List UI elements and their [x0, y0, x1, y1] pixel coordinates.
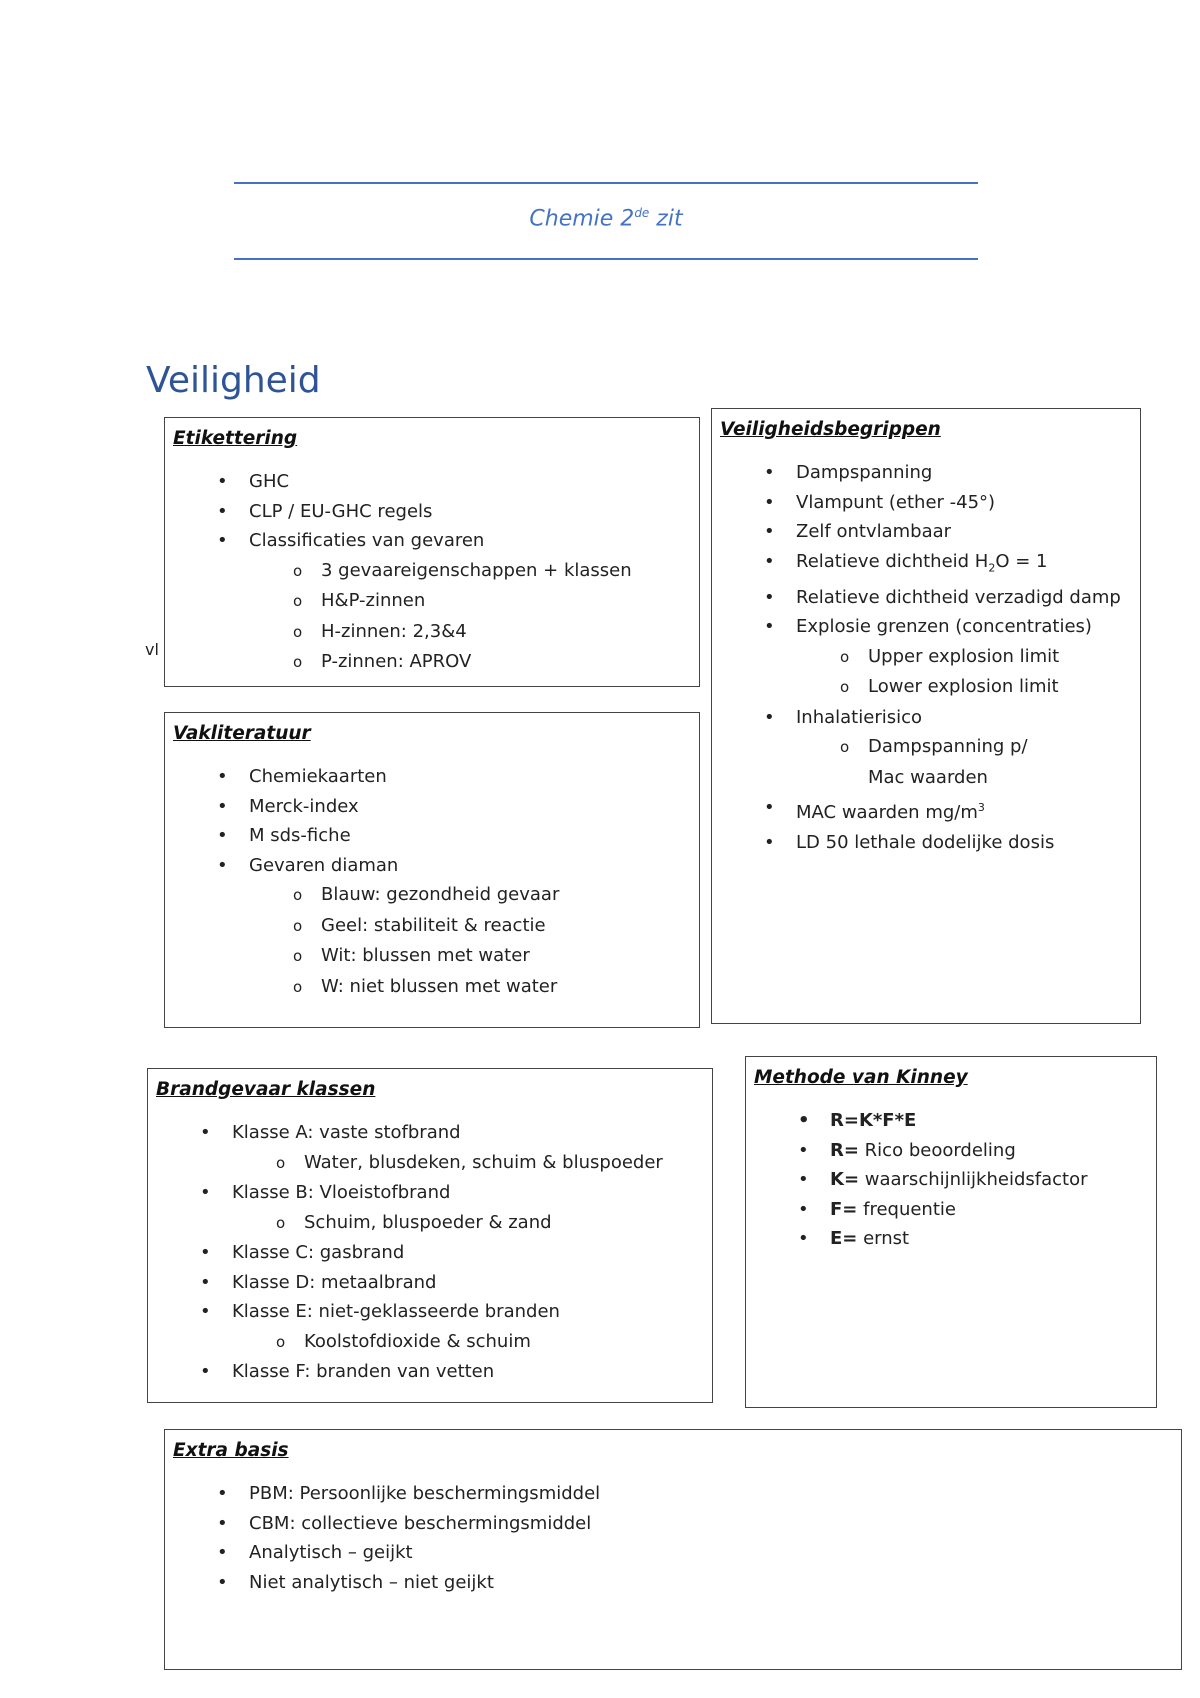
sub-list-item: o P-zinnen: APROV [249, 647, 691, 678]
list-item: • Relatieve dichtheid $H_2O = 1$ [720, 547, 1132, 583]
brandgevaar-list [156, 1118, 704, 1387]
list-item: • LD 50 lethale dodelijke dosis [720, 828, 1132, 858]
extra-basis-box [164, 1429, 1182, 1670]
list-item: • Klasse D: metaalbrand [156, 1268, 704, 1298]
list-item: • GHC [173, 467, 691, 497]
list-item: • Dampspanning [720, 458, 1132, 488]
sub-list-item: o Upper explosion limit [796, 642, 1132, 673]
brandgevaar-title: Brandgevaar klassen [156, 1079, 376, 1100]
extra-basis-title: Extra basis [173, 1440, 289, 1461]
document-title: Chemie 2de zit [529, 206, 683, 232]
sub-list-item: o W: niet blussen met water [249, 972, 691, 1003]
etikettering-title: Etikettering [173, 428, 298, 449]
sub-list-item: o Dampspanning p/ Mac waarden [796, 732, 1068, 793]
kinney-box [745, 1056, 1157, 1408]
sub-list-item: o Blauw: gezondheid gevaar [249, 880, 691, 911]
list-item: • Zelf ontvlambaar [720, 517, 1132, 547]
list-item: • CLP / EU-GHC regels [173, 497, 691, 527]
list-item: • Merck-index [173, 792, 691, 822]
veiligheidsbegrippen-list [720, 458, 1132, 857]
sub-list-item: o Geel: stabiliteit & reactie [249, 911, 691, 942]
list-item: • R= Rico beoordeling [754, 1136, 1148, 1166]
list-item: • Chemiekaarten [173, 762, 691, 792]
vakliteratuur-box [164, 712, 700, 1028]
list-item: • Inhalatierisico o Dampspanning p/ Mac waarden [720, 703, 1132, 794]
list-item: • MAC waarden $mg/m^3$ [720, 793, 1132, 828]
list-item: • Klasse F: branden van vetten [156, 1357, 704, 1387]
list-item: • K= waarschijnlijkheidsfactor [754, 1165, 1148, 1195]
list-item: • F= frequentie [754, 1195, 1148, 1225]
list-item: • Klasse E: niet-geklasseerde branden o Koolstofdioxide & schuim [156, 1297, 704, 1357]
sub-list-item: o 3 gevaareigenschappen + klassen [249, 556, 691, 587]
veiligheidsbegrippen-title: Veiligheidsbegrippen [720, 419, 941, 440]
veiligheidsbegrippen-box [711, 408, 1141, 1024]
sub-list-item: o Wit: blussen met water [249, 941, 691, 972]
etikettering-list [173, 467, 691, 678]
brandgevaar-box [147, 1068, 713, 1403]
list-item: • Explosie grenzen (concentraties) o Upper explosion limit o Lower explosion limit [720, 612, 1132, 703]
list-item: • M sds-fiche [173, 821, 691, 851]
list-item: • Vlampunt (ether -45°) [720, 488, 1132, 518]
list-item: • Klasse A: vaste stofbrand o Water, blusdeken, schuim & bluspoeder [156, 1118, 704, 1178]
stray-text: vl [145, 640, 159, 659]
list-item: • PBM: Persoonlijke beschermingsmiddel [173, 1479, 1173, 1509]
list-item: • Analytisch – geijkt [173, 1538, 1173, 1568]
list-item: • CBM: collectieve beschermingsmiddel [173, 1509, 1173, 1539]
sub-list-item: o H&P-zinnen [249, 586, 691, 617]
vakliteratuur-title: Vakliteratuur [173, 723, 311, 744]
kinney-title: Methode van Kinney [754, 1067, 968, 1088]
sub-list-item: o Schuim, bluspoeder & zand [232, 1208, 704, 1239]
list-item: • R=K*F*E [754, 1106, 1148, 1136]
list-item: • Klasse B: Vloeistofbrand o Schuim, bluspoeder & zand [156, 1178, 704, 1238]
etikettering-box [164, 417, 700, 687]
list-item: • Klasse C: gasbrand [156, 1238, 704, 1268]
extra-basis-list [173, 1479, 1173, 1597]
sub-list-item: o Koolstofdioxide & schuim [232, 1327, 704, 1358]
header-bottom-line [234, 258, 978, 260]
list-item: • Classificaties van gevaren o 3 gevaareigenschappen + klassen o H&P-zinnen o H-zinnen: 2,3&4 o P-zinnen: APROV [173, 526, 691, 678]
vakliteratuur-list [173, 762, 691, 1002]
kinney-list [754, 1106, 1148, 1254]
list-item: • Relatieve dichtheid verzadigd damp [720, 583, 1132, 613]
sub-list-item: o H-zinnen: 2,3&4 [249, 617, 691, 648]
list-item: • E= ernst [754, 1224, 1148, 1254]
sub-list-item: o Lower explosion limit [796, 672, 1132, 703]
sub-list-item: o Water, blusdeken, schuim & bluspoeder [232, 1148, 704, 1179]
list-item: • Gevaren diaman o Blauw: gezondheid gevaar o Geel: stabiliteit & reactie o Wit: blussen met water o W: niet blussen met water [173, 851, 691, 1003]
list-item: • Niet analytisch – niet geijkt [173, 1568, 1173, 1598]
header-top-line [234, 182, 978, 184]
section-heading: Veiligheid [146, 360, 321, 401]
